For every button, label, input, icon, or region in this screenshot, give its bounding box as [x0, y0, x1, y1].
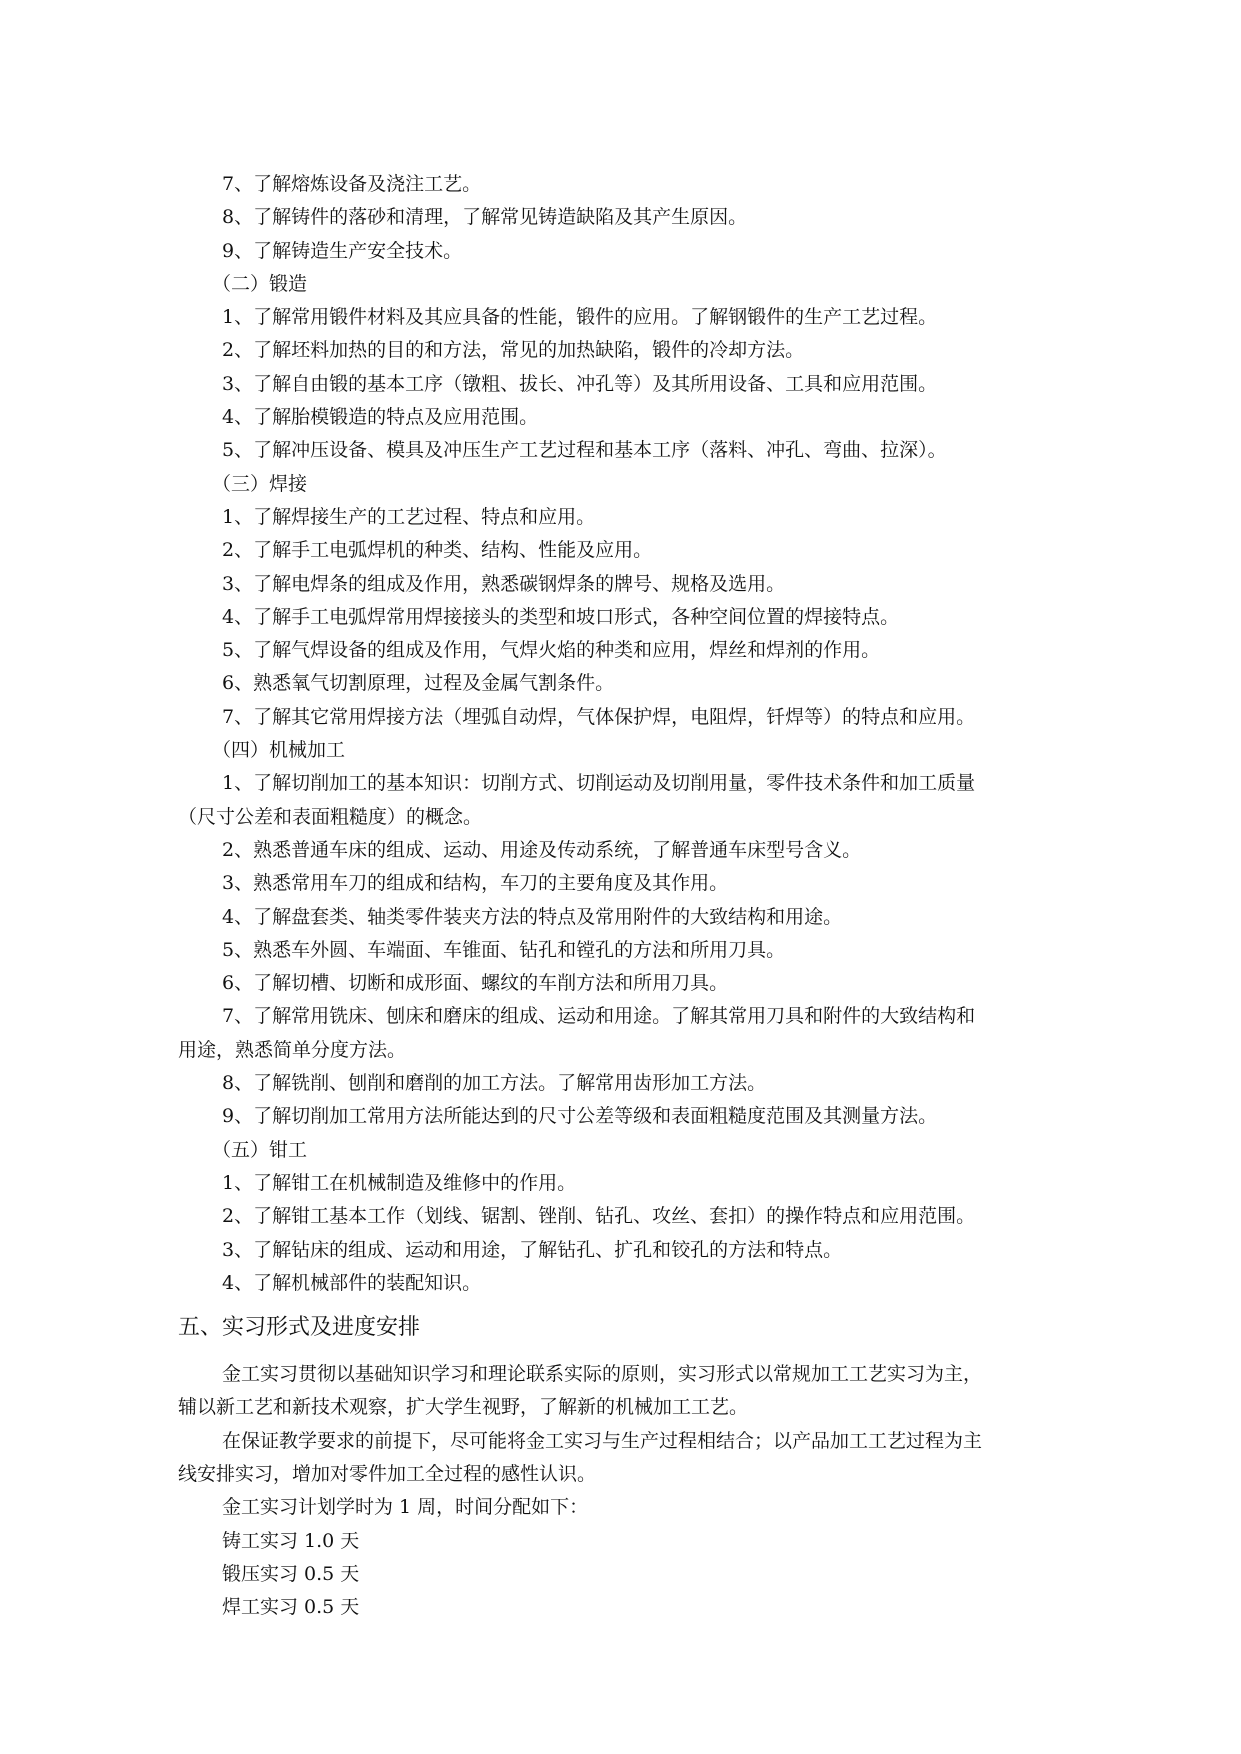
text-line: 7、了解其它常用焊接方法（埋弧自动焊，气体保护焊，电阻焊，钎焊等）的特点和应用。	[222, 705, 976, 728]
text-line: 1、了解钳工在机械制造及维修中的作用。	[222, 1171, 577, 1194]
subsection-title: （二）锻造	[212, 272, 308, 295]
text-line: 3、了解钻床的组成、运动和用途，了解钻孔、扩孔和铰孔的方法和特点。	[222, 1238, 843, 1261]
text-line: 4、了解胎模锻造的特点及应用范围。	[222, 406, 539, 429]
text-line: 3、熟悉常用车刀的组成和结构，车刀的主要角度及其作用。	[222, 872, 729, 895]
text-line: 1、了解焊接生产的工艺过程、特点和应用。	[222, 505, 596, 528]
text-line: 5、熟悉车外圆、车端面、车锥面、钻孔和镗孔的方法和所用刀具。	[222, 938, 786, 961]
text-line: 7、了解常用铣床、刨床和磨床的组成、运动和用途。了解其常用刀具和附件的大致结构和	[222, 1005, 976, 1028]
text-line: 用途，熟悉简单分度方法。	[178, 1038, 407, 1061]
text-line: 焊工实习 0.5 天	[222, 1596, 360, 1619]
text-line: 4、了解手工电弧焊常用焊接接头的类型和坡口形式，各种空间位置的焊接特点。	[222, 605, 900, 628]
text-line: 9、了解铸造生产安全技术。	[222, 239, 463, 262]
text-line: 4、了解机械部件的装配知识。	[222, 1271, 482, 1294]
text-line: 8、了解铣削、刨削和磨削的加工方法。了解常用齿形加工方法。	[222, 1072, 767, 1095]
text-line: 9、了解切削加工常用方法所能达到的尺寸公差等级和表面粗糙度范围及其测量方法。	[222, 1105, 938, 1128]
document-content	[178, 168, 1098, 1624]
text-line: 2、了解钳工基本工作（划线、锯割、锉削、钻孔、攻丝、套扣）的操作特点和应用范围。	[222, 1205, 976, 1228]
requirements-list	[178, 168, 1098, 1300]
text-line: 2、了解坯料加热的目的和方法，常见的加热缺陷，锻件的冷却方法。	[222, 339, 805, 362]
text-line: 3、了解电焊条的组成及作用，熟悉碳钢焊条的牌号、规格及选用。	[222, 572, 786, 595]
text-line: （尺寸公差和表面粗糙度）的概念。	[178, 805, 483, 828]
subsection-title: （四）机械加工	[212, 739, 346, 762]
text-line: 铸工实习 1.0 天	[222, 1529, 360, 1552]
text-line: 在保证教学要求的前提下，尽可能将金工实习与生产过程相结合；以产品加工工艺过程为主	[222, 1429, 983, 1452]
text-line: 1、了解切削加工的基本知识：切削方式、切削运动及切削用量，零件技术条件和加工质量	[222, 772, 976, 795]
text-line: 辅以新工艺和新技术观察，扩大学生视野，了解新的机械加工工艺。	[178, 1396, 749, 1419]
text-line: 6、熟悉氧气切割原理，过程及金属气割条件。	[222, 672, 615, 695]
section-heading: 五、实习形式及进度安排	[178, 1315, 421, 1341]
text-line: 6、了解切槽、切断和成形面、螺纹的车削方法和所用刀具。	[222, 972, 729, 995]
subsection-title: （五）钳工	[212, 1138, 308, 1161]
text-line: 锻压实习 0.5 天	[222, 1562, 360, 1585]
subsection-title: （三）焊接	[212, 472, 308, 495]
text-line: 5、了解冲压设备、模具及冲压生产工艺过程和基本工序（落料、冲孔、弯曲、拉深）。	[222, 439, 947, 462]
text-line: 1、了解常用锻件材料及其应具备的性能，锻件的应用。了解钢锻件的生产工艺过程。	[222, 306, 938, 329]
text-line: 金工实习贯彻以基础知识学习和理论联系实际的原则，实习形式以常规加工工艺实习为主，	[222, 1363, 983, 1386]
text-line: 2、了解手工电弧焊机的种类、结构、性能及应用。	[222, 539, 653, 562]
text-line: 金工实习计划学时为 1 周，时间分配如下：	[222, 1496, 589, 1519]
text-line: 2、熟悉普通车床的组成、运动、用途及传动系统，了解普通车床型号含义。	[222, 838, 862, 861]
text-line: 5、了解气焊设备的组成及作用，气焊火焰的种类和应用，焊丝和焊剂的作用。	[222, 639, 881, 662]
section-body	[178, 1358, 1098, 1624]
text-line: 8、了解铸件的落砂和清理，了解常见铸造缺陷及其产生原因。	[222, 206, 748, 229]
text-line: 3、了解自由锻的基本工序（镦粗、拔长、冲孔等）及其所用设备、工具和应用范围。	[222, 372, 938, 395]
text-line: 4、了解盘套类、轴类零件装夹方法的特点及常用附件的大致结构和用途。	[222, 905, 843, 928]
text-line: 7、了解熔炼设备及浇注工艺。	[222, 173, 482, 195]
text-line: 线安排实习，增加对零件加工全过程的感性认识。	[178, 1462, 597, 1485]
